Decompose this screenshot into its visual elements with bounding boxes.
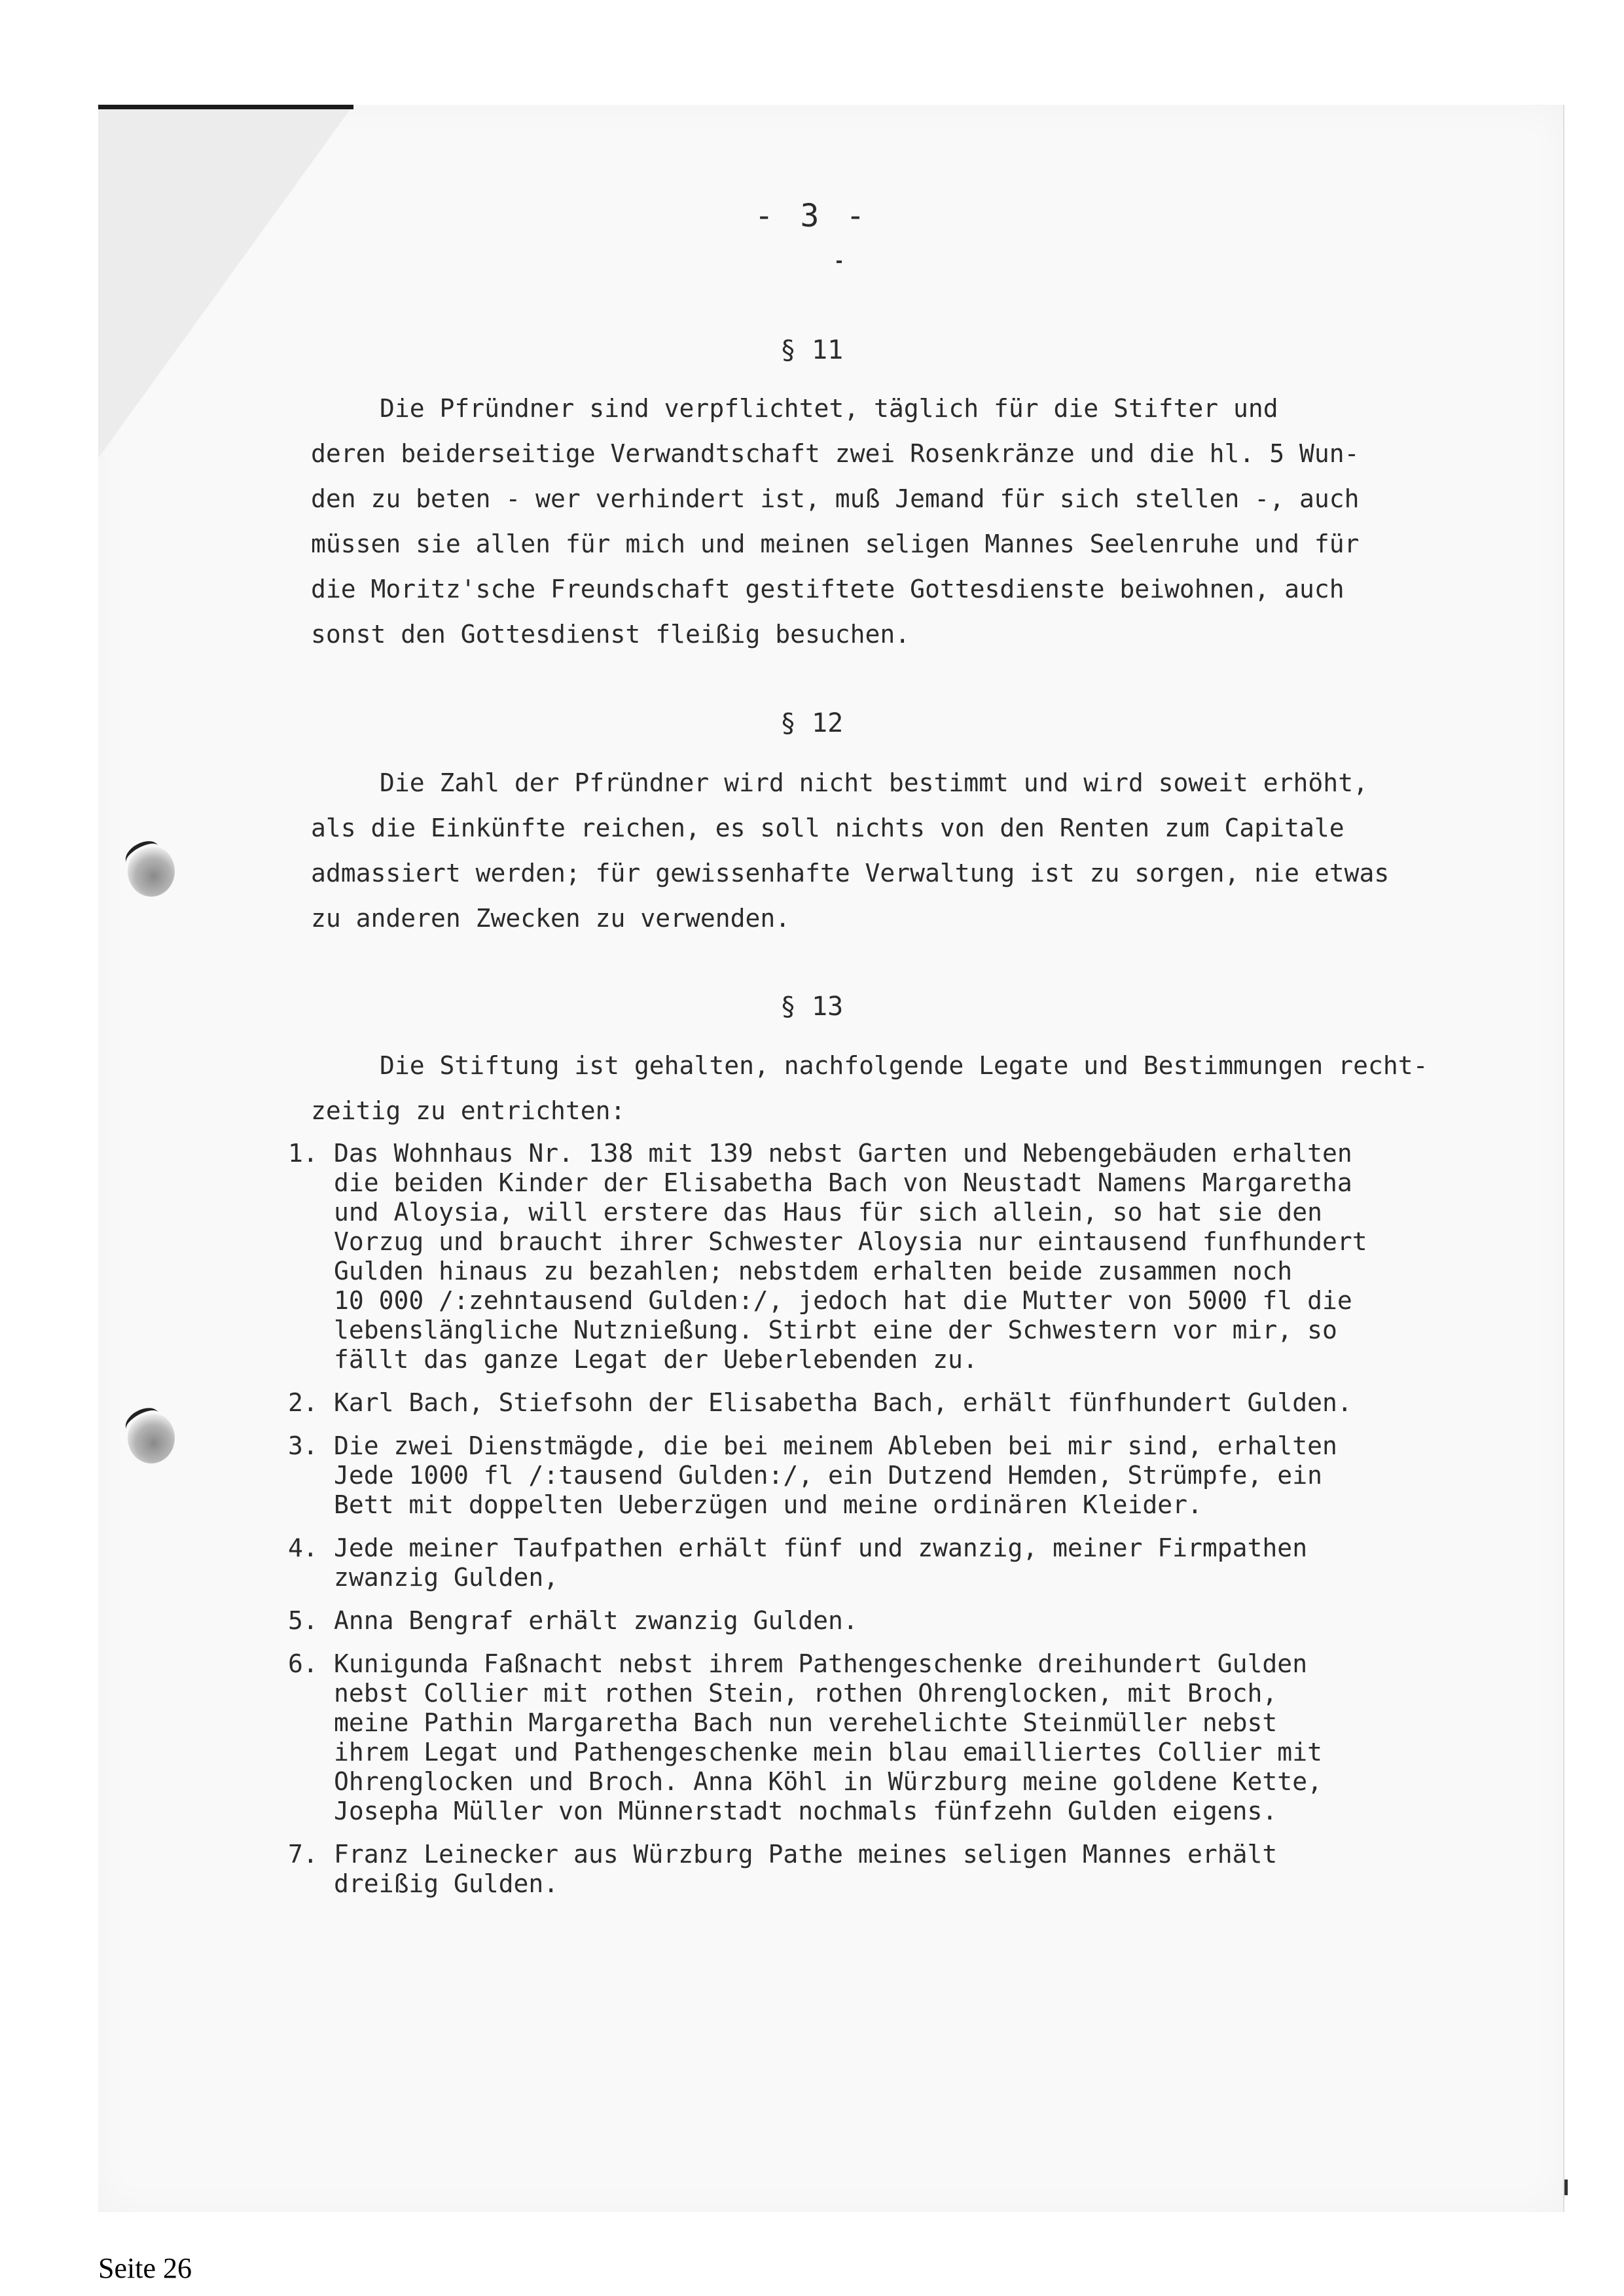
text-line: deren beiderseitige Verwandtschaft zwei Rosenkränze und die hl. 5 Wun-: [311, 439, 1360, 468]
text-line: Die Zahl der Pfründner wird nicht bestimmt und wird soweit erhöht,: [380, 768, 1368, 797]
text-line: Anna Bengraf erhält zwanzig Gulden.: [334, 1606, 858, 1635]
list-number: 4.: [288, 1534, 318, 1562]
text-line: Das Wohnhaus Nr. 138 mit 139 nebst Garten und Nebengebäuden erhalten: [334, 1139, 1352, 1168]
text-line: als die Einkünfte reichen, es soll nichts von den Renten zum Capitale: [311, 814, 1344, 842]
list-number: 7.: [288, 1840, 318, 1869]
list-item-text: [334, 1534, 1307, 1592]
text-line: Die Pfründner sind verpflichtet, täglich für die Stifter und: [380, 394, 1278, 423]
list-item-text: [334, 1606, 858, 1636]
text-line: dreißig Gulden.: [334, 1869, 559, 1898]
text-line: Jede meiner Taufpathen erhält fünf und zwanzig, meiner Firmpathen: [334, 1534, 1308, 1562]
list-item-text: [334, 1649, 1322, 1826]
text-line: Gulden hinaus zu bezahlen; nebstdem erhalten beide zusammen noch: [334, 1257, 1293, 1285]
list-number: 5.: [288, 1606, 318, 1635]
text-line: 10 000 /:zehntausend Gulden:/, jedoch hat die Mutter von 5000 fl die: [334, 1286, 1352, 1315]
sheet-right-edge: [1563, 105, 1564, 2212]
text-line: Karl Bach, Stiefsohn der Elisabetha Bach, erhält fünfhundert Gulden.: [334, 1388, 1352, 1417]
text-line: admassiert werden; für gewissenhafte Verwaltung ist zu sorgen, nie etwas: [311, 859, 1390, 888]
section-13-paragraph: [311, 1043, 1522, 1134]
section-11-paragraph: [311, 386, 1522, 657]
text-line: Die zwei Dienstmägde, die bei meinem Ableben bei mir sind, erhalten: [334, 1431, 1337, 1460]
text-line: Die Stiftung ist gehalten, nachfolgende Legate und Bestimmungen recht-: [380, 1051, 1428, 1080]
legacy-item-5: [288, 1606, 1532, 1636]
legacy-item-3: [288, 1431, 1532, 1520]
sheet-top-edge: [98, 105, 353, 109]
legacy-item-1: [288, 1139, 1532, 1374]
text-line: sonst den Gottesdienst fleißig besuchen.: [311, 620, 911, 649]
list-number: 2.: [288, 1388, 318, 1417]
text-line: Vorzug und braucht ihrer Schwester Aloysia nur eintausend funfhundert: [334, 1227, 1367, 1256]
text-line: den zu beten - wer verhindert ist, muß Jemand für sich stellen -, auch: [311, 484, 1360, 513]
section-13-heading: § 13: [780, 992, 844, 1022]
list-item-text: [334, 1139, 1367, 1374]
text-line: zu anderen Zwecken zu verwenden.: [311, 904, 791, 933]
legacy-item-2: [288, 1388, 1532, 1418]
speck-mark: [837, 260, 842, 263]
text-line: nebst Collier mit rothen Stein, rothen Ohrenglocken, mit Broch,: [334, 1679, 1278, 1708]
text-line: die beiden Kinder der Elisabetha Bach von Neustadt Namens Margaretha: [334, 1168, 1352, 1197]
text-line: fällt das ganze Legat der Ueberlebenden zu.: [334, 1345, 978, 1374]
text-line: müssen sie allen für mich und meinen seligen Mannes Seelenruhe und für: [311, 529, 1360, 558]
text-line: zwanzig Gulden,: [334, 1563, 559, 1592]
legacy-list: [288, 1139, 1532, 1912]
list-number: 3.: [288, 1431, 318, 1460]
list-item-text: [334, 1840, 1277, 1899]
text-line: meine Pathin Margaretha Bach nun verehelichte Steinmüller nebst: [334, 1708, 1278, 1737]
legacy-item-6: [288, 1649, 1532, 1826]
list-item-text: [334, 1431, 1337, 1520]
section-11-heading: § 11: [780, 335, 844, 365]
text-line: Ohrenglocken und Broch. Anna Köhl in Würzburg meine goldene Kette,: [334, 1767, 1322, 1796]
list-item-text: [334, 1388, 1352, 1418]
edge-mark: [1564, 2179, 1568, 2195]
legacy-item-7: [288, 1840, 1532, 1899]
list-number: 1.: [288, 1139, 318, 1168]
page-number: - 3 -: [754, 198, 869, 234]
text-line: die Moritz'sche Freundschaft gestiftete Gottesdienste beiwohnen, auch: [311, 575, 1344, 603]
text-line: lebenslängliche Nutznießung. Stirbt eine der Schwestern vor mir, so: [334, 1316, 1337, 1344]
text-line: ihrem Legat und Pathengeschenke mein blau emailliertes Collier mit: [334, 1738, 1322, 1767]
section-12-paragraph: [311, 761, 1522, 941]
list-number: 6.: [288, 1649, 318, 1678]
text-line: Franz Leinecker aus Würzburg Pathe meines seligen Mannes erhält: [334, 1840, 1278, 1869]
text-line: Josepha Müller von Münnerstadt nochmals fünfzehn Gulden eigens.: [334, 1797, 1278, 1825]
text-line: Jede 1000 fl /:tausend Gulden:/, ein Dutzend Hemden, Strümpfe, ein: [334, 1461, 1322, 1490]
text-line: und Aloysia, will erstere das Haus für sich allein, so hat sie den: [334, 1198, 1322, 1227]
legacy-item-4: [288, 1534, 1532, 1592]
text-line: zeitig zu entrichten:: [311, 1096, 626, 1125]
text-line: Bett mit doppelten Ueberzügen und meine ordinären Kleider.: [334, 1490, 1202, 1519]
text-line: Kunigunda Faßnacht nebst ihrem Pathengeschenke dreihundert Gulden: [334, 1649, 1308, 1678]
section-12-heading: § 12: [780, 708, 844, 738]
page-footer: Seite 26: [98, 2252, 192, 2284]
